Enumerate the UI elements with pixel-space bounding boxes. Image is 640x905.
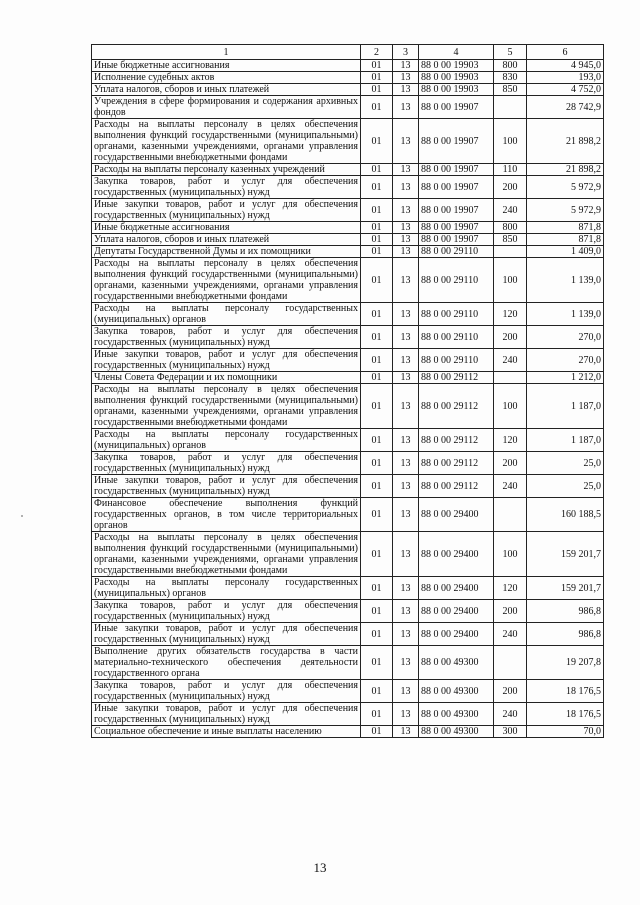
cell-chapter: 01	[361, 234, 393, 246]
table-row	[92, 119, 604, 164]
cell-type: 200	[494, 452, 527, 475]
cell-type: 830	[494, 72, 527, 84]
cell-name: Расходы на выплаты персоналу в целях обеспечения выполнения функций государственными (муниципальными) органами, казенными учреждениями, органами управления государственными внебюджетными фондами	[92, 532, 361, 577]
cell-type: 100	[494, 384, 527, 429]
cell-type: 240	[494, 475, 527, 498]
cell-subsection: 13	[393, 577, 419, 600]
cell-subsection: 13	[393, 600, 419, 623]
cell-amount: 1 187,0	[527, 384, 604, 429]
table-row	[92, 600, 604, 623]
scan-speck	[21, 515, 23, 517]
table-row	[92, 222, 604, 234]
cell-subsection: 13	[393, 703, 419, 726]
cell-chapter: 01	[361, 176, 393, 199]
table-row	[92, 680, 604, 703]
cell-name: Уплата налогов, сборов и иных платежей	[92, 84, 361, 96]
cell-chapter: 01	[361, 680, 393, 703]
cell-amount: 270,0	[527, 326, 604, 349]
cell-subsection: 13	[393, 164, 419, 176]
cell-code: 88 0 00 29400	[419, 532, 494, 577]
cell-chapter: 01	[361, 258, 393, 303]
cell-code: 88 0 00 19907	[419, 119, 494, 164]
cell-chapter: 01	[361, 646, 393, 680]
cell-code: 88 0 00 29400	[419, 623, 494, 646]
cell-type: 850	[494, 84, 527, 96]
cell-code: 88 0 00 19907	[419, 222, 494, 234]
cell-code: 88 0 00 19903	[419, 72, 494, 84]
cell-chapter: 01	[361, 532, 393, 577]
cell-chapter: 01	[361, 726, 393, 738]
cell-chapter: 01	[361, 452, 393, 475]
cell-name: Закупка товаров, работ и услуг для обеспечения государственных (муниципальных) нужд	[92, 452, 361, 475]
table-row	[92, 703, 604, 726]
cell-type	[494, 246, 527, 258]
cell-amount: 1 409,0	[527, 246, 604, 258]
table-row	[92, 726, 604, 738]
cell-amount: 21 898,2	[527, 119, 604, 164]
table-row	[92, 429, 604, 452]
cell-code: 88 0 00 19903	[419, 84, 494, 96]
table-row	[92, 646, 604, 680]
cell-subsection: 13	[393, 246, 419, 258]
cell-subsection: 13	[393, 475, 419, 498]
cell-chapter: 01	[361, 703, 393, 726]
cell-amount: 986,8	[527, 600, 604, 623]
cell-code: 88 0 00 29112	[419, 372, 494, 384]
cell-chapter: 01	[361, 84, 393, 96]
cell-chapter: 01	[361, 164, 393, 176]
cell-subsection: 13	[393, 532, 419, 577]
table-row	[92, 96, 604, 119]
cell-amount: 159 201,7	[527, 532, 604, 577]
cell-code: 88 0 00 19907	[419, 234, 494, 246]
cell-code: 88 0 00 29110	[419, 349, 494, 372]
cell-amount: 1 139,0	[527, 258, 604, 303]
cell-type: 120	[494, 303, 527, 326]
table-row	[92, 372, 604, 384]
cell-type	[494, 646, 527, 680]
cell-name: Исполнение судебных актов	[92, 72, 361, 84]
cell-name: Иные закупки товаров, работ и услуг для обеспечения государственных (муниципальных) нужд	[92, 703, 361, 726]
cell-subsection: 13	[393, 222, 419, 234]
header-cell-chapter: 2	[361, 45, 393, 60]
cell-chapter: 01	[361, 246, 393, 258]
cell-amount: 1 187,0	[527, 429, 604, 452]
cell-chapter: 01	[361, 498, 393, 532]
cell-chapter: 01	[361, 222, 393, 234]
cell-amount: 160 188,5	[527, 498, 604, 532]
cell-chapter: 01	[361, 199, 393, 222]
cell-chapter: 01	[361, 475, 393, 498]
header-cell-amount: 6	[527, 45, 604, 60]
cell-code: 88 0 00 19907	[419, 96, 494, 119]
cell-subsection: 13	[393, 199, 419, 222]
cell-type: 850	[494, 234, 527, 246]
cell-type: 200	[494, 326, 527, 349]
cell-chapter: 01	[361, 96, 393, 119]
cell-subsection: 13	[393, 349, 419, 372]
cell-type: 120	[494, 577, 527, 600]
cell-code: 88 0 00 29400	[419, 498, 494, 532]
cell-type: 300	[494, 726, 527, 738]
cell-amount: 871,8	[527, 222, 604, 234]
cell-subsection: 13	[393, 498, 419, 532]
table-row	[92, 349, 604, 372]
table-body	[92, 60, 604, 738]
cell-amount: 159 201,7	[527, 577, 604, 600]
table-row	[92, 164, 604, 176]
cell-amount: 18 176,5	[527, 703, 604, 726]
table-row	[92, 498, 604, 532]
header-cell-code: 4	[419, 45, 494, 60]
cell-name: Иные бюджетные ассигнования	[92, 60, 361, 72]
cell-name: Иные закупки товаров, работ и услуг для обеспечения государственных (муниципальных) нужд	[92, 349, 361, 372]
header-cell-subsection: 3	[393, 45, 419, 60]
cell-subsection: 13	[393, 372, 419, 384]
cell-amount: 4 752,0	[527, 84, 604, 96]
cell-subsection: 13	[393, 646, 419, 680]
cell-type	[494, 372, 527, 384]
table-row	[92, 199, 604, 222]
cell-amount: 70,0	[527, 726, 604, 738]
cell-subsection: 13	[393, 84, 419, 96]
table-row	[92, 303, 604, 326]
table-row	[92, 234, 604, 246]
cell-code: 88 0 00 29112	[419, 429, 494, 452]
cell-amount: 270,0	[527, 349, 604, 372]
cell-type: 110	[494, 164, 527, 176]
table-row	[92, 60, 604, 72]
cell-chapter: 01	[361, 600, 393, 623]
cell-amount: 986,8	[527, 623, 604, 646]
table-row	[92, 84, 604, 96]
cell-amount: 5 972,9	[527, 199, 604, 222]
cell-code: 88 0 00 19903	[419, 60, 494, 72]
cell-name: Расходы на выплаты персоналу государственных (муниципальных) органов	[92, 429, 361, 452]
cell-name: Расходы на выплаты персоналу казенных учреждений	[92, 164, 361, 176]
cell-amount: 25,0	[527, 475, 604, 498]
cell-name: Иные закупки товаров, работ и услуг для обеспечения государственных (муниципальных) нужд	[92, 623, 361, 646]
table-row	[92, 384, 604, 429]
cell-name: Уплата налогов, сборов и иных платежей	[92, 234, 361, 246]
cell-type: 800	[494, 222, 527, 234]
cell-amount: 18 176,5	[527, 680, 604, 703]
budget-table	[91, 44, 604, 738]
table-row	[92, 72, 604, 84]
table-row	[92, 176, 604, 199]
cell-chapter: 01	[361, 72, 393, 84]
table-row	[92, 326, 604, 349]
table-row	[92, 246, 604, 258]
cell-type: 100	[494, 258, 527, 303]
cell-amount: 871,8	[527, 234, 604, 246]
cell-chapter: 01	[361, 326, 393, 349]
cell-name: Иные закупки товаров, работ и услуг для обеспечения государственных (муниципальных) нужд	[92, 199, 361, 222]
cell-type: 240	[494, 349, 527, 372]
cell-subsection: 13	[393, 234, 419, 246]
cell-type	[494, 498, 527, 532]
table-row	[92, 452, 604, 475]
cell-code: 88 0 00 49300	[419, 646, 494, 680]
cell-subsection: 13	[393, 726, 419, 738]
table-row	[92, 475, 604, 498]
cell-type: 100	[494, 119, 527, 164]
cell-chapter: 01	[361, 303, 393, 326]
cell-subsection: 13	[393, 303, 419, 326]
cell-code: 88 0 00 29110	[419, 326, 494, 349]
table-row	[92, 623, 604, 646]
cell-name: Закупка товаров, работ и услуг для обеспечения государственных (муниципальных) нужд	[92, 326, 361, 349]
cell-type: 200	[494, 680, 527, 703]
cell-code: 88 0 00 29112	[419, 475, 494, 498]
cell-name: Иные бюджетные ассигнования	[92, 222, 361, 234]
cell-code: 88 0 00 49300	[419, 726, 494, 738]
cell-amount: 28 742,9	[527, 96, 604, 119]
cell-type: 240	[494, 703, 527, 726]
cell-code: 88 0 00 29110	[419, 258, 494, 303]
cell-type: 240	[494, 623, 527, 646]
cell-name: Закупка товаров, работ и услуг для обеспечения государственных (муниципальных) нужд	[92, 176, 361, 199]
cell-amount: 19 207,8	[527, 646, 604, 680]
cell-subsection: 13	[393, 429, 419, 452]
cell-chapter: 01	[361, 119, 393, 164]
cell-type: 200	[494, 176, 527, 199]
cell-amount: 5 972,9	[527, 176, 604, 199]
cell-subsection: 13	[393, 96, 419, 119]
cell-subsection: 13	[393, 680, 419, 703]
cell-code: 88 0 00 49300	[419, 703, 494, 726]
cell-name: Расходы на выплаты персоналу в целях обеспечения выполнения функций государственными (муниципальными) органами, казенными учреждениями, органами управления государственными внебюджетными фондами	[92, 384, 361, 429]
cell-code: 88 0 00 29110	[419, 246, 494, 258]
cell-name: Социальное обеспечение и иные выплаты населению	[92, 726, 361, 738]
table-row	[92, 577, 604, 600]
cell-name: Расходы на выплаты персоналу государственных (муниципальных) органов	[92, 303, 361, 326]
cell-chapter: 01	[361, 349, 393, 372]
cell-code: 88 0 00 29112	[419, 452, 494, 475]
cell-chapter: 01	[361, 429, 393, 452]
cell-name: Иные закупки товаров, работ и услуг для обеспечения государственных (муниципальных) нужд	[92, 475, 361, 498]
cell-code: 88 0 00 19907	[419, 164, 494, 176]
cell-name: Учреждения в сфере формирования и содержания архивных фондов	[92, 96, 361, 119]
cell-chapter: 01	[361, 623, 393, 646]
cell-name: Выполнение других обязательств государства в части материально-технического обеспечения деятельности государственного органа	[92, 646, 361, 680]
cell-code: 88 0 00 29112	[419, 384, 494, 429]
cell-type: 240	[494, 199, 527, 222]
cell-subsection: 13	[393, 623, 419, 646]
page-number: 13	[313, 860, 327, 875]
cell-amount: 193,0	[527, 72, 604, 84]
cell-amount: 25,0	[527, 452, 604, 475]
cell-subsection: 13	[393, 119, 419, 164]
cell-name: Расходы на выплаты персоналу в целях обеспечения выполнения функций государственными (муниципальными) органами, казенными учреждениями, органами управления государственными внебюджетными фондами	[92, 119, 361, 164]
cell-chapter: 01	[361, 60, 393, 72]
cell-subsection: 13	[393, 384, 419, 429]
cell-code: 88 0 00 29400	[419, 600, 494, 623]
cell-code: 88 0 00 29400	[419, 577, 494, 600]
cell-name: Члены Совета Федерации и их помощники	[92, 372, 361, 384]
cell-type: 800	[494, 60, 527, 72]
cell-amount: 1 212,0	[527, 372, 604, 384]
table-header-row	[92, 45, 604, 60]
cell-type	[494, 96, 527, 119]
cell-name: Расходы на выплаты персоналу государственных (муниципальных) органов	[92, 577, 361, 600]
cell-chapter: 01	[361, 372, 393, 384]
cell-chapter: 01	[361, 384, 393, 429]
cell-subsection: 13	[393, 452, 419, 475]
cell-subsection: 13	[393, 72, 419, 84]
header-cell-name: 1	[92, 45, 361, 60]
cell-amount: 1 139,0	[527, 303, 604, 326]
cell-code: 88 0 00 19907	[419, 199, 494, 222]
cell-code: 88 0 00 49300	[419, 680, 494, 703]
table-row	[92, 258, 604, 303]
cell-name: Закупка товаров, работ и услуг для обеспечения государственных (муниципальных) нужд	[92, 600, 361, 623]
cell-name: Депутаты Государственной Думы и их помощники	[92, 246, 361, 258]
cell-subsection: 13	[393, 176, 419, 199]
cell-name: Закупка товаров, работ и услуг для обеспечения государственных (муниципальных) нужд	[92, 680, 361, 703]
cell-type: 120	[494, 429, 527, 452]
cell-subsection: 13	[393, 326, 419, 349]
cell-code: 88 0 00 29110	[419, 303, 494, 326]
cell-type: 200	[494, 600, 527, 623]
cell-name: Финансовое обеспечение выполнения функций государственных органов, в том числе территориальных органов	[92, 498, 361, 532]
cell-chapter: 01	[361, 577, 393, 600]
cell-subsection: 13	[393, 60, 419, 72]
cell-amount: 21 898,2	[527, 164, 604, 176]
table-row	[92, 532, 604, 577]
header-cell-type: 5	[494, 45, 527, 60]
cell-amount: 4 945,0	[527, 60, 604, 72]
cell-name: Расходы на выплаты персоналу в целях обеспечения выполнения функций государственными (муниципальными) органами, казенными учреждениями, органами управления государственными внебюджетными фондами	[92, 258, 361, 303]
cell-type: 100	[494, 532, 527, 577]
cell-subsection: 13	[393, 258, 419, 303]
cell-code: 88 0 00 19907	[419, 176, 494, 199]
